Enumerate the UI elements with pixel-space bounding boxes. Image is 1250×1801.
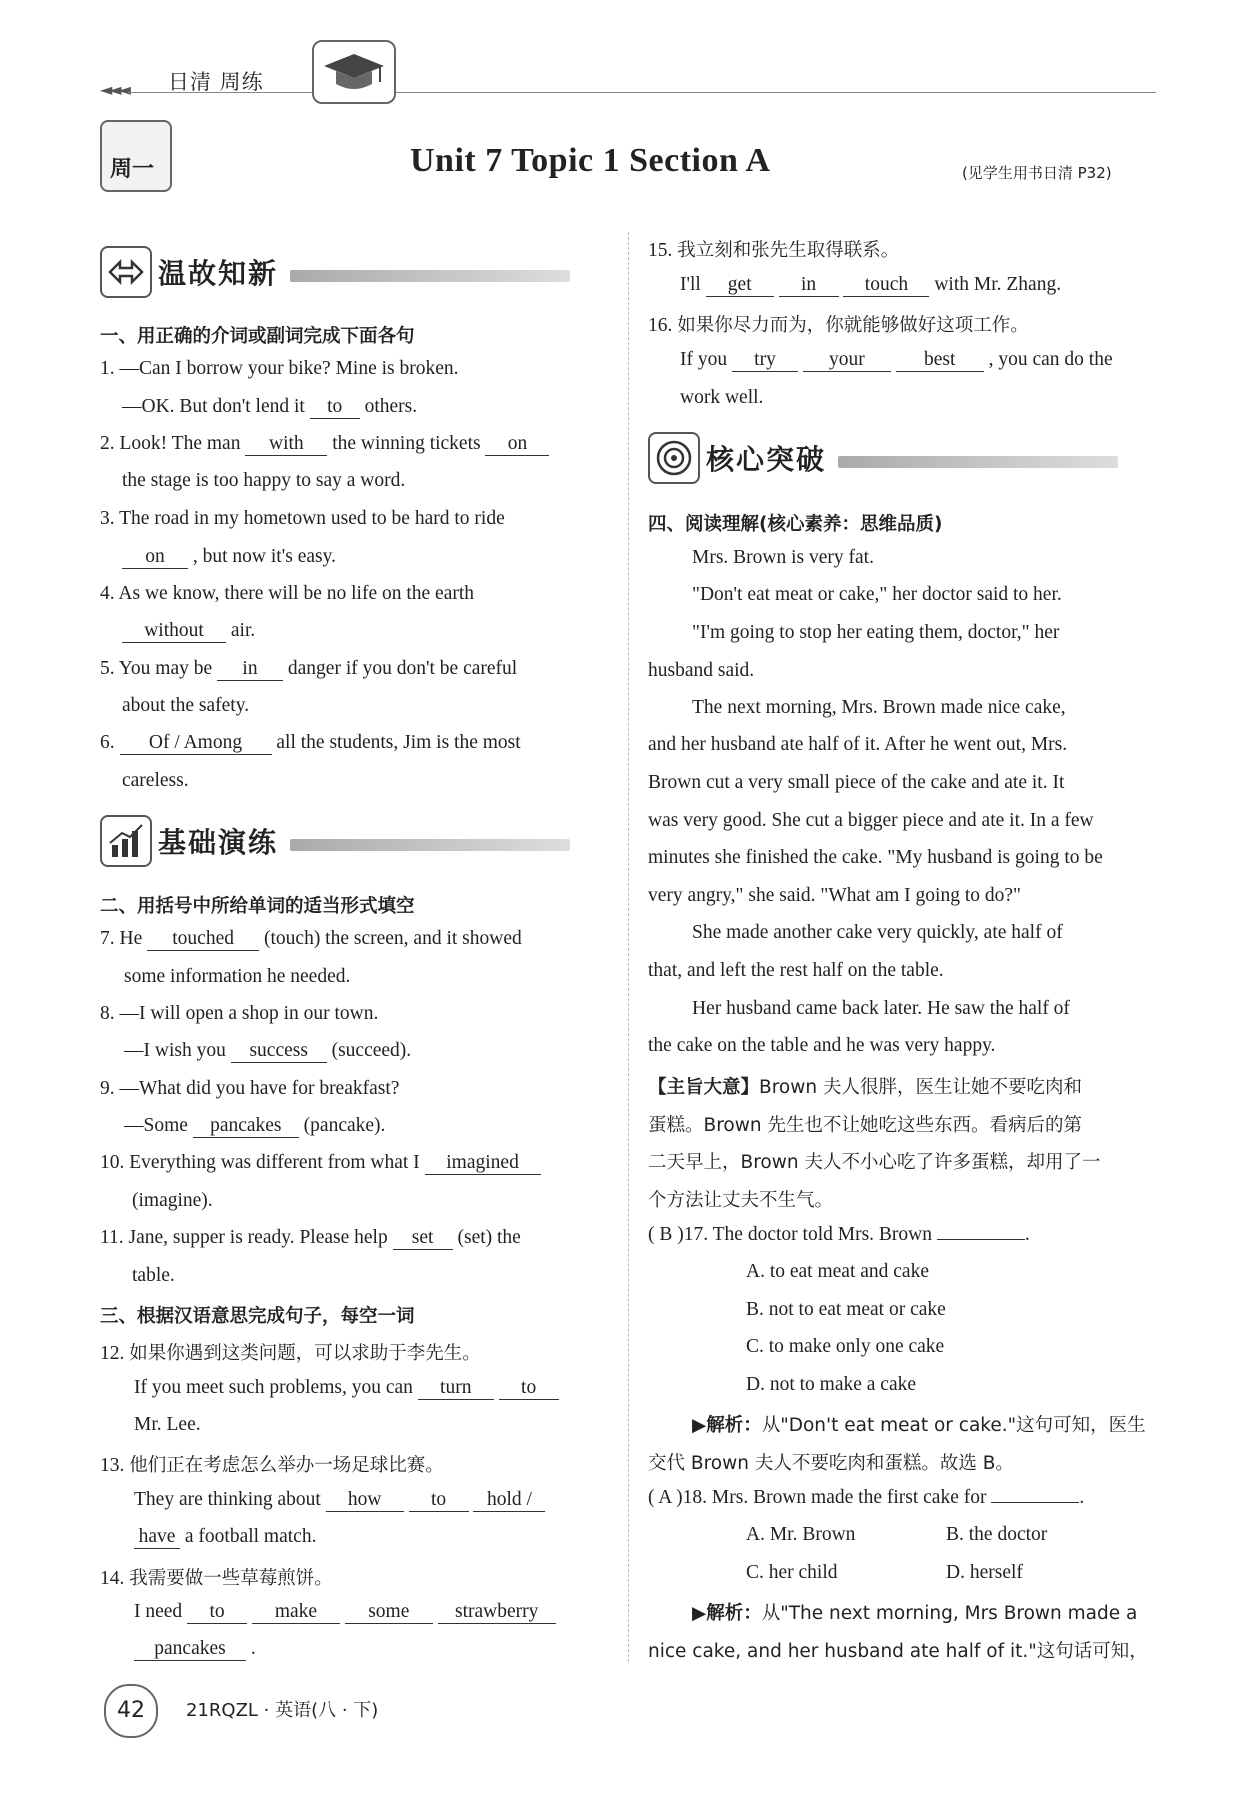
answer-blank: in [217, 658, 283, 681]
q14-line1: I need to make some strawberry [134, 1601, 556, 1624]
question-header-3: 三、根据汉语意思完成句子，每空一词 [100, 1306, 415, 1327]
q11-line1: 11. Jane, supper is ready. Please help set (set) the [100, 1227, 521, 1248]
q16-line2: work well. [680, 387, 764, 408]
section-core: 核心突破 [648, 432, 1128, 482]
q15-cn: 15. 我立刻和张先生取得联系。 [648, 240, 900, 261]
q3-line1: 3. The road in my hometown used to be hard to ride [100, 508, 505, 529]
passage-line: "I'm going to stop her eating them, doctor," her [692, 622, 1060, 643]
answer-blank: touched [147, 928, 259, 951]
q5-line2: about the safety. [122, 695, 250, 716]
section-basics: 基础演练 [100, 815, 580, 865]
q12-line2: Mr. Lee. [134, 1414, 201, 1435]
q9-line1: 9. —What did you have for breakfast? [100, 1078, 400, 1099]
answer-blank: to [310, 396, 360, 419]
answer-blank: success [231, 1040, 327, 1063]
answer-blank: on [122, 546, 188, 569]
q1-line1: 1. —Can I borrow your bike? Mine is broken. [100, 358, 459, 379]
question-header-2: 二、用括号中所给单词的适当形式填空 [100, 896, 415, 917]
question-header-4: 四、阅读理解(核心素养：思维品质) [648, 514, 943, 535]
q8-line2: —I wish you success (succeed). [124, 1040, 412, 1061]
question-header-1: 一、用正确的介词或副词完成下面各句 [100, 326, 415, 347]
q12-line1: If you meet such problems, you can turn to [134, 1377, 559, 1400]
header-label: 日清 周练 [168, 70, 264, 94]
answer-blank: how [326, 1489, 404, 1512]
q6-line2: careless. [122, 770, 189, 791]
answer-blank: have [134, 1526, 180, 1549]
answer-blank: with [245, 433, 327, 456]
answer-blank: hold / [473, 1489, 545, 1512]
passage-line: The next morning, Mrs. Brown made nice cake, [692, 697, 1066, 718]
q13-line2: have a football match. [134, 1526, 316, 1549]
passage-line: the cake on the table and he was very happy. [648, 1035, 996, 1056]
q17-option: C. to make only one cake [746, 1336, 945, 1357]
q9-line2: —Some pancakes (pancake). [124, 1115, 386, 1136]
day-badge: 周一 [100, 120, 172, 192]
answer-blank: turn [418, 1377, 494, 1400]
answer-blank: your [803, 349, 891, 372]
answer-blank: imagined [425, 1152, 541, 1175]
answer-blank: pancakes [193, 1115, 299, 1138]
answer-blank: to [409, 1489, 469, 1512]
q4-line2: without air. [122, 620, 255, 643]
answer-blank: to [187, 1601, 247, 1624]
q6-line1: 6. Of / Among all the students, Jim is the most [100, 732, 521, 753]
answer-blank: in [779, 274, 839, 297]
answer-blank: on [485, 433, 549, 456]
passage-line: was very good. She cut a bigger piece and ate it. In a few [648, 810, 1094, 831]
q18: ( A )18. Mrs. Brown made the first cake for . [648, 1487, 1085, 1508]
answer-blank: try [732, 349, 798, 372]
q18-option: D. herself [946, 1562, 1023, 1583]
passage-line: that, and left the rest half on the table. [648, 960, 944, 981]
page-title: Unit 7 Topic 1 Section A [410, 142, 771, 179]
passage-line: husband said. [648, 660, 755, 681]
column-divider [628, 232, 629, 1662]
analysis-line: 交代 Brown 夫人不要吃肉和蛋糕。故选 B。 [648, 1453, 1014, 1474]
passage-line: and her husband ate half of it. After he went out, Mrs. [648, 734, 1068, 755]
q14-cn: 14. 我需要做一些草莓煎饼。 [100, 1568, 333, 1589]
summary-line: 二天早上，Brown 夫人不小心吃了许多蛋糕，却用了一 [648, 1152, 1101, 1173]
graduation-cap-icon [312, 40, 396, 104]
arrows-icon [100, 246, 152, 298]
answer-blank: best [896, 349, 984, 372]
passage-line: Her husband came back later. He saw the half of [692, 998, 1070, 1019]
q17: ( B )17. The doctor told Mrs. Brown . [648, 1224, 1030, 1245]
q2-line2: the stage is too happy to say a word. [122, 470, 406, 491]
q17-option: B. not to eat meat or cake [746, 1299, 946, 1320]
q16-line1: If you try your best , you can do the [680, 349, 1113, 370]
passage-line: Brown cut a very small piece of the cake and ate it. It [648, 772, 1065, 793]
answer-blank: to [499, 1377, 559, 1400]
q11-line2: table. [132, 1265, 175, 1286]
analysis-line: ▶解析：从"The next morning, Mrs Brown made a [692, 1603, 1138, 1624]
analysis-line: ▶解析：从"Don't eat meat or cake."这句可知，医生 [692, 1415, 1146, 1436]
answer-blank: get [706, 274, 774, 297]
footer-code: 21RQZL · 英语(八 · 下) [186, 1700, 379, 1721]
target-icon [648, 432, 700, 484]
analysis-line: nice cake, and her husband ate half of it."这句话可知， [648, 1641, 1148, 1662]
passage-line: Mrs. Brown is very fat. [692, 547, 874, 568]
q18-option: B. the doctor [946, 1524, 1048, 1545]
reference-note: (见学生用书日清 P32) [962, 164, 1112, 182]
answer-blank: without [122, 620, 226, 643]
answer-blank: pancakes [134, 1638, 246, 1661]
q15-line1: I'll get in touch with Mr. Zhang. [680, 274, 1062, 295]
q7-line2: some information he needed. [124, 966, 351, 987]
answer-blank: set [393, 1227, 453, 1250]
q2-line1: 2. Look! The man with the winning tickets on [100, 433, 549, 456]
q10-line2: (imagine). [132, 1190, 213, 1211]
answer-blank: some [345, 1601, 433, 1624]
passage-line: minutes she finished the cake. "My husband is going to be [648, 847, 1103, 868]
q14-line2: pancakes . [134, 1638, 256, 1661]
summary-line: 蛋糕。Brown 先生也不让她吃这些东西。看病后的第 [648, 1115, 1082, 1136]
section-review: 温故知新 [100, 246, 580, 296]
q4-line1: 4. As we know, there will be no life on the earth [100, 583, 475, 604]
answer-blank: touch [843, 274, 929, 297]
q7-line1: 7. He touched (touch) the screen, and it showed [100, 928, 522, 949]
q18-option: C. her child [746, 1562, 838, 1583]
q3-line2: on , but now it's easy. [122, 546, 336, 569]
page-number: 42 [104, 1684, 158, 1738]
q18-option: A. Mr. Brown [746, 1524, 856, 1545]
q5-line1: 5. You may be in danger if you don't be careful [100, 658, 518, 679]
q10-line1: 10. Everything was different from what I imagined [100, 1152, 541, 1175]
passage-line: She made another cake very quickly, ate half of [692, 922, 1063, 943]
passage-line: very angry," she said. "What am I going to do?" [648, 885, 1021, 906]
summary-line: 【主旨大意】Brown 夫人很胖，医生让她不要吃肉和 [648, 1077, 1082, 1098]
answer-blank: make [252, 1601, 340, 1624]
q17-option: A. to eat meat and cake [746, 1261, 929, 1282]
passage-line: "Don't eat meat or cake," her doctor said to her. [692, 584, 1062, 605]
q13-cn: 13. 他们正在考虑怎么举办一场足球比赛。 [100, 1455, 444, 1476]
q13-line1: They are thinking about how to hold / [134, 1489, 545, 1512]
q12-cn: 12. 如果你遇到这类问题，可以求助于李先生。 [100, 1343, 481, 1364]
q1-line2: —OK. But don't lend it to others. [122, 396, 418, 417]
q16-cn: 16. 如果你尽力而为，你就能够做好这项工作。 [648, 315, 1029, 336]
header-rule [128, 92, 1156, 93]
answer-blank: strawberry [438, 1601, 556, 1624]
q17-option: D. not to make a cake [746, 1374, 917, 1395]
summary-line: 个方法让丈夫不生气。 [648, 1190, 834, 1211]
bar-chart-icon [100, 815, 152, 867]
answer-blank: Of / Among [120, 732, 272, 755]
header-arrows: ◄◄◄ [100, 80, 128, 99]
q8-line1: 8. —I will open a shop in our town. [100, 1003, 379, 1024]
